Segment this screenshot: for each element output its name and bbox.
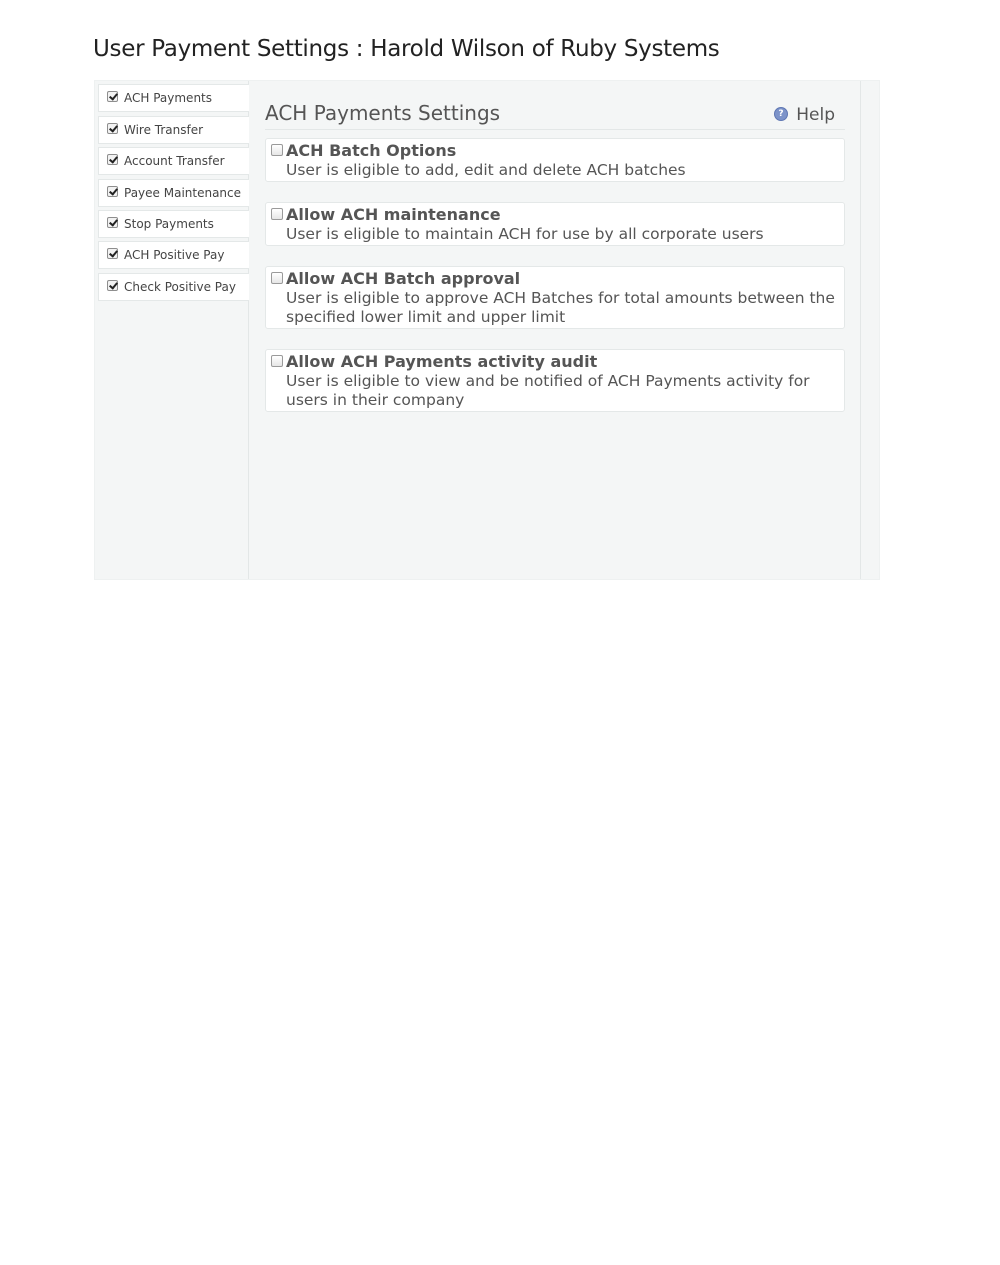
page-title: User Payment Settings : Harold Wilson of Ruby Systems — [93, 36, 720, 62]
help-link[interactable] — [755, 105, 835, 125]
checkbox-checked-icon[interactable] — [107, 154, 118, 165]
checkbox-checked-icon[interactable] — [107, 280, 118, 291]
option-allow-ach-batch-approval — [265, 266, 845, 329]
option-allow-ach-payments-activity-audit — [265, 349, 845, 412]
sidebar-item-label: Stop Payments — [124, 217, 214, 231]
sidebar-item-label: Check Positive Pay — [124, 280, 236, 294]
sidebar-item-ach-payments[interactable] — [98, 84, 249, 112]
sidebar-item-label: ACH Positive Pay — [124, 248, 225, 262]
option-title: Allow ACH maintenance — [286, 205, 501, 224]
sidebar-item-label: ACH Payments — [124, 91, 213, 105]
option-title: ACH Batch Options — [286, 141, 457, 160]
option-ach-batch-options — [265, 138, 845, 182]
option-description: User is eligible to approve ACH Batches for total amounts between the specified lower limit and upper limit — [286, 289, 835, 326]
sidebar-item-label: Wire Transfer — [124, 123, 204, 137]
content-area — [249, 81, 861, 579]
sidebar-item-label: Account Transfer — [124, 154, 225, 168]
content-header — [265, 101, 845, 130]
option-description: User is eligible to view and be notified of ACH Payments activity for users in their company — [286, 372, 810, 409]
help-label[interactable]: Help — [796, 105, 835, 125]
sidebar-item-ach-positive-pay[interactable] — [98, 241, 249, 269]
option-title: Allow ACH Payments activity audit — [286, 352, 598, 371]
option-allow-ach-maintenance — [265, 202, 845, 246]
sidebar-item-label: Payee Maintenance — [124, 186, 242, 200]
option-description: User is eligible to maintain ACH for use by all corporate users — [286, 225, 764, 243]
sidebar-item-wire-transfer[interactable] — [98, 116, 249, 144]
section-title: ACH Payments Settings — [265, 101, 501, 125]
sidebar-item-check-positive-pay[interactable] — [98, 273, 249, 301]
sidebar-item-payee-maintenance[interactable] — [98, 179, 249, 207]
allow-ach-maintenance-checkbox[interactable] — [271, 208, 283, 220]
sidebar-item-stop-payments[interactable] — [98, 210, 249, 238]
settings-panel — [94, 80, 880, 580]
sidebar-item-account-transfer[interactable] — [98, 147, 249, 175]
question-circle-icon[interactable]: ? — [774, 107, 788, 121]
option-title: Allow ACH Batch approval — [286, 269, 521, 288]
option-description: User is eligible to add, edit and delete ACH batches — [286, 161, 686, 179]
checkbox-checked-icon[interactable] — [107, 123, 118, 134]
checkbox-checked-icon[interactable] — [107, 248, 118, 259]
checkbox-checked-icon[interactable] — [107, 91, 118, 102]
checkbox-checked-icon[interactable] — [107, 186, 118, 197]
sidebar — [95, 81, 249, 579]
allow-ach-batch-approval-checkbox[interactable] — [271, 272, 283, 284]
allow-ach-payments-activity-audit-checkbox[interactable] — [271, 355, 283, 367]
checkbox-checked-icon[interactable] — [107, 217, 118, 228]
ach-batch-options-checkbox[interactable] — [271, 144, 283, 156]
